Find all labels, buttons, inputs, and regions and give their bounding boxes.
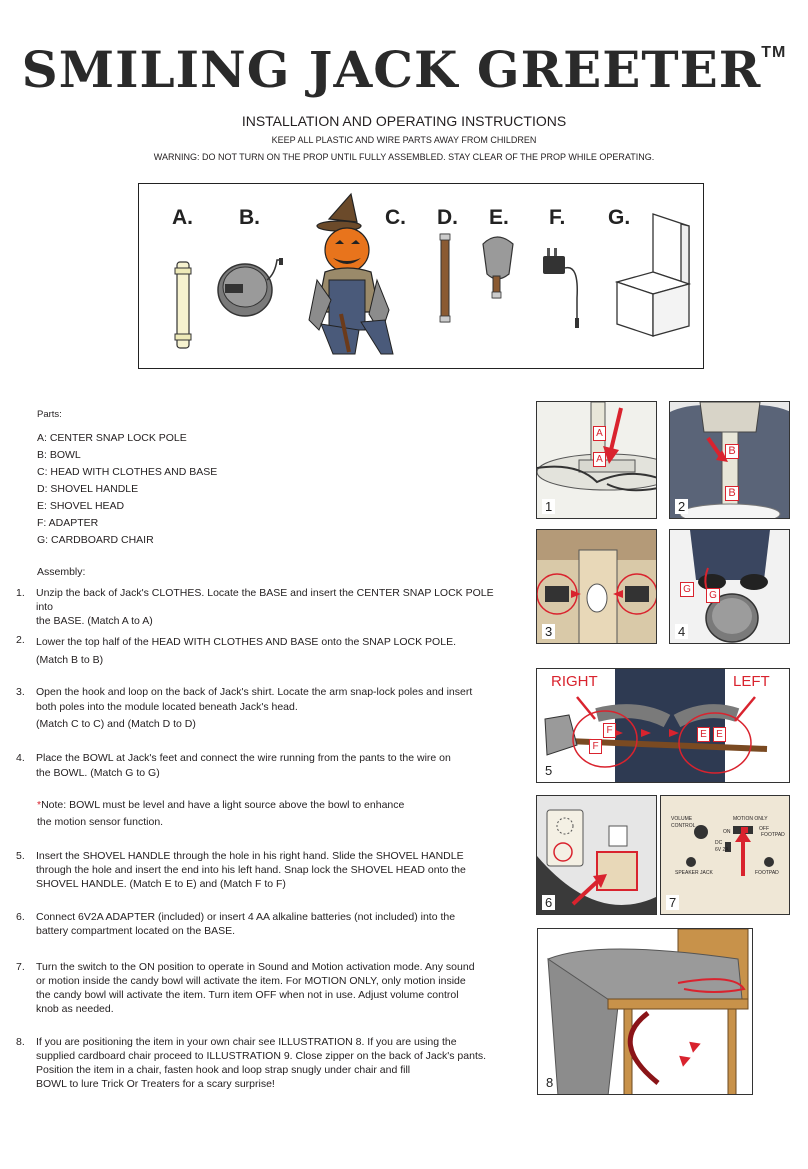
assembly-step-7 (16, 960, 512, 1016)
note-line-2: the motion sensor function. (37, 816, 164, 828)
label-off: OFF (759, 826, 769, 832)
warning-operation: WARNING: DO NOT TURN ON THE PROP UNTIL FULLY ASSEMBLED. STAY CLEAR OF THE PROP WHILE OPERATING. (153, 152, 655, 162)
step-line: If you are positioning the item in your own chair see ILLUSTRATION 8. If you are using the (36, 1036, 457, 1048)
warning-children: KEEP ALL PLASTIC AND WIRE PARTS AWAY FROM CHILDREN (271, 135, 537, 145)
parts-list (37, 430, 217, 549)
subtitle: INSTALLATION AND OPERATING INSTRUCTIONS (241, 113, 567, 129)
step-line: (Match C to C) and (Match D to D) (36, 718, 196, 730)
step-number: 4. (16, 752, 25, 764)
step-number: 1. (16, 587, 25, 599)
list-item: F: ADAPTER (37, 517, 99, 529)
center-pole-drawing (175, 262, 191, 348)
bowl-drawing (218, 258, 283, 316)
label-on: ON (723, 829, 731, 835)
list-item: B: BOWL (37, 449, 81, 461)
callout-e-left: E (697, 727, 710, 742)
shovel-head-drawing (483, 237, 513, 298)
part-label-c: C. (385, 206, 406, 229)
parts-overview-box (138, 183, 704, 369)
step-line: SHOVEL HANDLE. (Match E to E) and (Match F to F) (36, 878, 286, 890)
part-label-a: A. (172, 206, 193, 229)
list-item: E: SHOVEL HEAD (37, 500, 125, 512)
illustration-number: 2 (675, 499, 688, 514)
label-volume (671, 816, 695, 830)
label-volume-2: CONTROL (671, 823, 696, 829)
label-dc (715, 840, 729, 854)
illustration-5 (536, 668, 790, 783)
adapter-drawing (543, 248, 579, 328)
step-line: the BOWL. (Match G to G) (36, 767, 160, 779)
callout-g-right: G (706, 588, 720, 603)
step-number: 7. (16, 961, 25, 973)
step-line: Insert the SHOVEL HANDLE through the hole in his right hand. Slide the SHOVEL HANDLE (36, 850, 464, 862)
illustration-1 (536, 401, 657, 519)
step-line: BOWL to lure Trick Or Treaters for a scary surprise! (36, 1078, 275, 1090)
step-number: 5. (16, 850, 25, 862)
illustration-3 (536, 529, 657, 644)
shovel-handle-drawing (440, 234, 450, 322)
list-item: G: CARDBOARD CHAIR (37, 534, 154, 546)
note-line-1 (37, 797, 507, 814)
step-number: 2. (16, 634, 25, 646)
note-text: Note: BOWL must be level and have a light source above the bowl to enhance (41, 799, 405, 811)
assembly-step-2 (16, 633, 512, 669)
label-motion-only: MOTION ONLY (733, 816, 768, 822)
callout-e-right: E (713, 727, 726, 742)
step-line: both poles into the module located beneath Jack's head. (36, 701, 298, 713)
assembly-step-3 (16, 685, 512, 732)
assembly-step-1 (16, 586, 512, 628)
illustration-7 (660, 795, 790, 915)
trademark: TM (761, 44, 787, 61)
label-dc-1: DC (715, 840, 723, 846)
part-label-g: G. (608, 206, 631, 229)
label-right: RIGHT (551, 673, 598, 690)
assembly-step-8 (16, 1035, 512, 1091)
label-dc-2: 6V 2A (715, 847, 729, 853)
sensor-note (37, 797, 507, 831)
callout-f-bottom: F (589, 739, 602, 754)
assembly-step-4 (16, 751, 512, 781)
part-label-e: E. (489, 206, 509, 229)
callout-a-bottom: A (593, 452, 606, 467)
step-number: 6. (16, 911, 25, 923)
document-title (0, 40, 808, 99)
assembly-heading: Assembly: (37, 566, 86, 578)
step-line: Place the BOWL at Jack's feet and connect the wire running from the pants to the wire on (36, 752, 451, 764)
callout-b-bottom: B (725, 486, 739, 501)
illustration-2 (669, 401, 790, 519)
illustration-number: 5 (542, 763, 555, 778)
illustration-number: 3 (542, 624, 555, 639)
label-speaker-jack: SPEAKER JACK (675, 870, 713, 876)
parts-heading: Parts: (37, 409, 62, 420)
label-footpad: FOOTPAD (755, 870, 779, 876)
illustration-number: 4 (675, 624, 688, 639)
note-asterisk: * (37, 799, 42, 811)
label-volume-1: VOLUME (671, 816, 693, 822)
step-line: Turn the switch to the ON position to operate in Sound and Motion activation mode. Any sound (36, 961, 475, 973)
step-line: knob as needed. (36, 1003, 114, 1015)
part-label-d: D. (437, 206, 458, 229)
step-line: (Match B to B) (36, 654, 104, 666)
illustration-6 (536, 795, 657, 915)
step-line: the candy bowl will activate the item. Turn item OFF when not in use. Adjust volume control (36, 989, 459, 1001)
assembly-step-5 (16, 849, 512, 891)
callout-b-top: B (725, 444, 739, 459)
illustration-number: 7 (666, 895, 679, 910)
step-number: 8. (16, 1036, 25, 1048)
illustration-number: 1 (542, 499, 555, 514)
step-line: supplied cardboard chair proceed to ILLUSTRATION 9. Close zipper on the back of Jack's pants. (36, 1050, 487, 1062)
illustration-8 (537, 928, 753, 1095)
illustration-4 (669, 529, 790, 644)
part-label-f: F. (549, 206, 566, 229)
step-line: battery compartment located on the BASE. (36, 925, 236, 937)
illustration-number: 8 (543, 1075, 556, 1090)
step-line: Unzip the back of Jack's CLOTHES. Locate the BASE and insert the CENTER SNAP LOCK POLE into (36, 587, 494, 613)
step-line: Lower the top half of the HEAD WITH CLOTHES AND BASE onto the SNAP LOCK POLE. (36, 636, 456, 648)
step-number: 3. (16, 686, 25, 698)
list-item: C: HEAD WITH CLOTHES AND BASE (37, 466, 218, 478)
illustration-number: 6 (542, 895, 555, 910)
list-item: A: CENTER SNAP LOCK POLE (37, 432, 187, 444)
list-item: D: SHOVEL HANDLE (37, 483, 139, 495)
label-footpad-switch: FOOTPAD (761, 832, 785, 838)
scarecrow-drawing (309, 194, 393, 354)
callout-g-left: G (680, 582, 694, 597)
assembly-step-6 (16, 910, 512, 938)
step-line: the BASE. (Match A to A) (36, 615, 153, 627)
callout-a-top: A (593, 426, 606, 441)
callout-f-top: F (603, 723, 616, 738)
label-left: LEFT (733, 673, 770, 690)
part-label-b: B. (239, 206, 260, 229)
step-line: or motion inside the candy bowl will activate the item. For MOTION ONLY, only motion inside (36, 975, 466, 987)
step-line: Open the hook and loop on the back of Jack's shirt. Locate the arm snap-lock poles and insert (36, 686, 473, 698)
parts-drawings (139, 184, 702, 367)
step-line: through the hole and insert the end into his left hand. Snap lock the SHOVEL HEAD onto the (36, 864, 466, 876)
step-line: Position the item in a chair, fasten hook and loop strap snugly under chair and fill (36, 1064, 411, 1076)
title-text: SMILING JACK GREETER (21, 40, 762, 99)
chair-drawing (617, 214, 689, 336)
step-line: Connect 6V2A ADAPTER (included) or insert 4 AA alkaline batteries (not included) into the (36, 911, 456, 923)
